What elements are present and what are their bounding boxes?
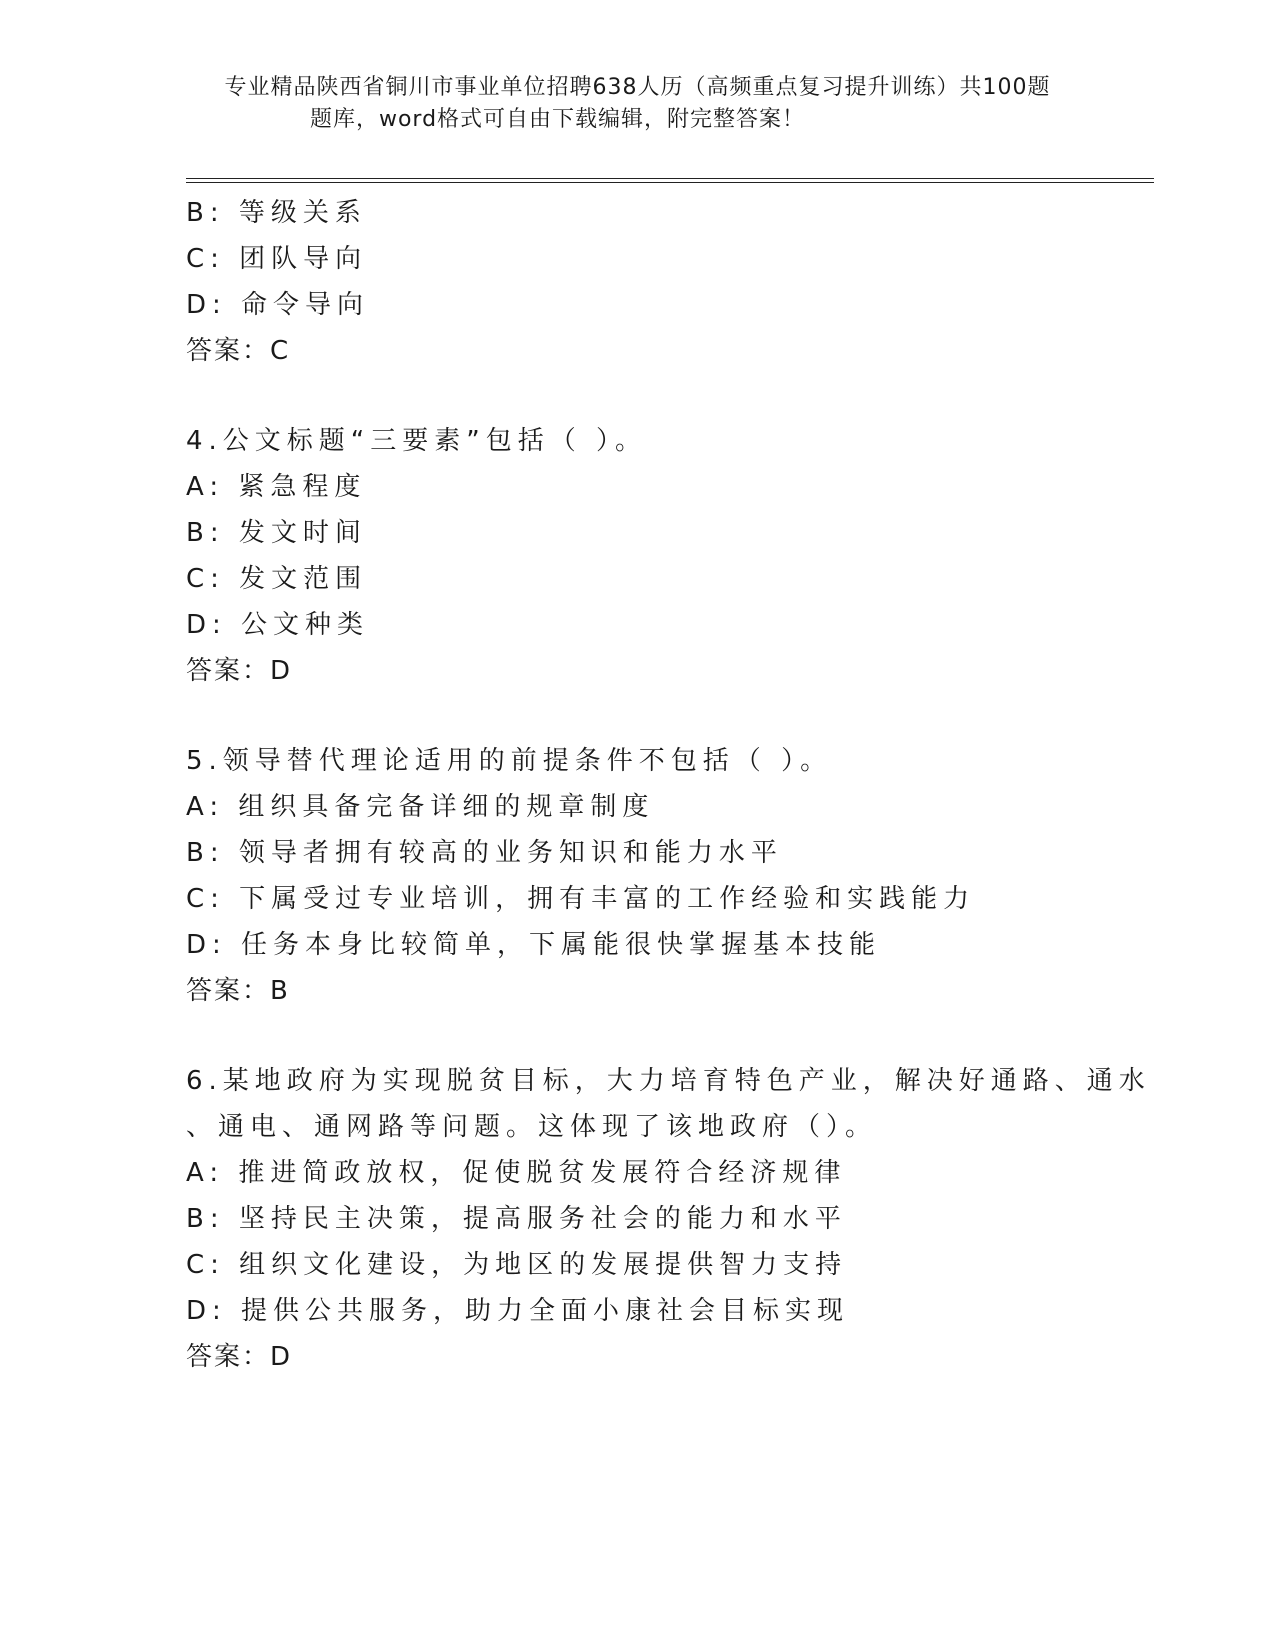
page-header <box>0 72 1275 136</box>
header-line-1: 专业精品陕西省铜川市事业单位招聘638人历（高频重点复习提升训练）共100题 <box>224 75 1051 100</box>
q5-option-c: C: 下属受过专业培训，拥有丰富的工作经验和实践能力 <box>186 884 976 914</box>
q5-option-b: B: 领导者拥有较高的业务知识和能力水平 <box>186 838 783 868</box>
q5-option-d: D: 任务本身比较简单，下属能很快掌握基本技能 <box>186 930 882 960</box>
spacer <box>186 374 1154 418</box>
q6-option-b: B: 坚持民主决策，提高服务社会的能力和水平 <box>186 1204 847 1234</box>
q4-option-b: B: 发文时间 <box>186 518 367 548</box>
q4-answer: 答案：D <box>186 656 293 686</box>
q3-option-b: B: 等级关系 <box>186 198 367 228</box>
q6-option-c: C: 组织文化建设，为地区的发展提供智力支持 <box>186 1250 848 1280</box>
question-list <box>186 190 1154 1380</box>
q4-stem: 4.公文标题“三要素”包括（ ）。 <box>186 426 648 456</box>
q5-stem: 5.领导替代理论适用的前提条件不包括（ ）。 <box>186 746 833 776</box>
q6-stem-line-2: 、通电、通网路等问题。这体现了该地政府（）。 <box>186 1112 878 1142</box>
q5-answer: 答案：B <box>186 976 290 1006</box>
q6-answer: 答案：D <box>186 1342 293 1372</box>
header-rule <box>186 178 1154 183</box>
q3-answer: 答案：C <box>186 336 291 366</box>
q6-option-d: D: 提供公共服务，助力全面小康社会目标实现 <box>186 1296 850 1326</box>
q3-option-d: D: 命令导向 <box>186 290 370 320</box>
q4-option-d: D: 公文种类 <box>186 610 370 640</box>
q4-option-a: A: 紧急程度 <box>186 472 367 502</box>
header-line-2: 题库，word格式可自由下载编辑，附完整答案！ <box>309 107 806 132</box>
q5-option-a: A: 组织具备完备详细的规章制度 <box>186 792 655 822</box>
q3-option-c: C: 团队导向 <box>186 244 368 274</box>
spacer <box>186 1014 1154 1058</box>
q6-option-a: A: 推进简政放权，促使脱贫发展符合经济规律 <box>186 1158 847 1188</box>
q6-stem-line-1: 6.某地政府为实现脱贫目标，大力培育特色产业，解决好通路、通水 <box>186 1066 1151 1096</box>
spacer <box>186 694 1154 738</box>
q4-option-c: C: 发文范围 <box>186 564 368 594</box>
